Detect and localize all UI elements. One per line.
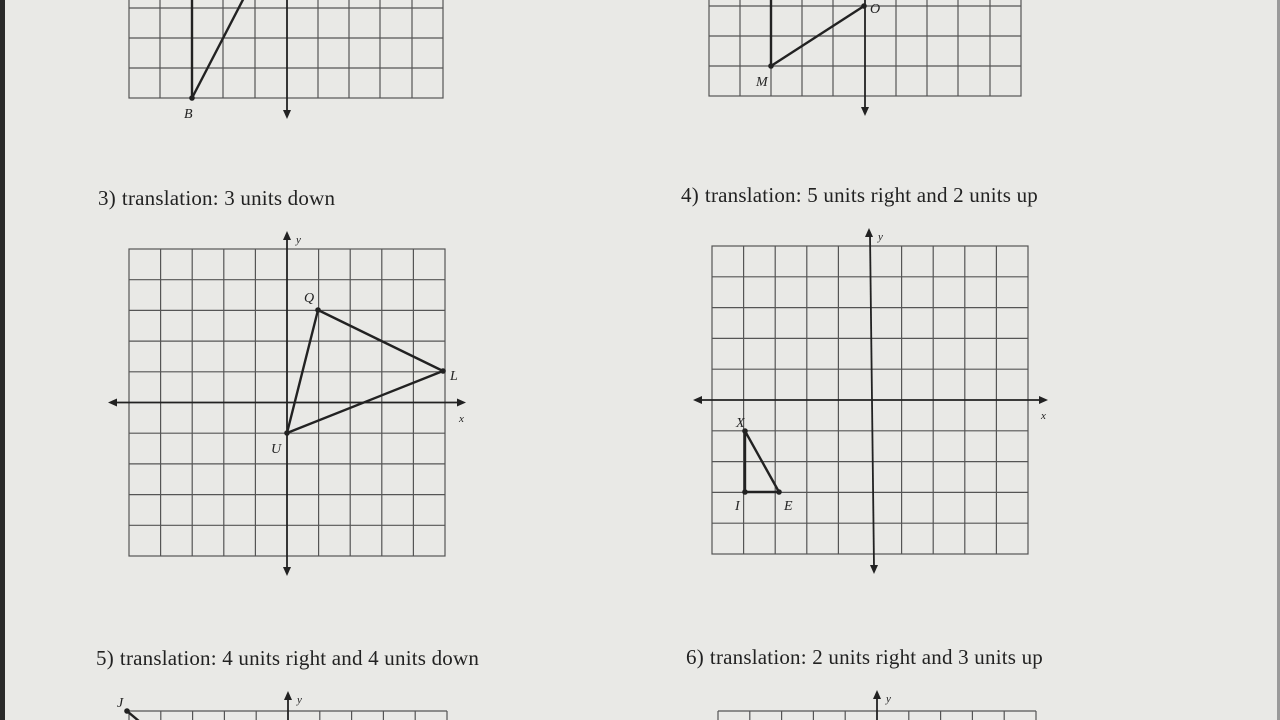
x-axis-label: x [1041, 410, 1046, 422]
axis-arrowhead [861, 107, 869, 116]
vertex-label-x: X [736, 416, 745, 431]
triangle-edges [771, 0, 864, 66]
vertex-label-q: Q [304, 291, 315, 306]
vertex-label-j: J [117, 696, 124, 711]
problem-text: translation: 4 units right and 4 units down [119, 646, 480, 670]
graph-2 [709, 0, 1021, 116]
graph-3 [108, 231, 466, 576]
vertex-label-m: M [756, 75, 768, 90]
vertex-point [315, 307, 321, 313]
vertex-label-l: L [450, 369, 458, 384]
problem-number: 5) [96, 646, 114, 670]
x-axis-arrowhead-left [693, 396, 702, 404]
vertex-point [440, 368, 446, 374]
graph-4 [693, 228, 1048, 574]
problem-text: translation: 3 units down [121, 186, 336, 210]
y-axis-arrowhead-bottom [283, 567, 291, 576]
vertex-label-o: O [870, 2, 881, 17]
triangle-edges [192, 0, 248, 98]
y-axis-arrowhead-top [284, 691, 292, 700]
problem-number: 4) [681, 183, 699, 207]
problem-number: 6) [686, 645, 704, 669]
graph-1 [129, 0, 443, 122]
axes [698, 234, 1043, 567]
axes [113, 236, 461, 570]
vertex-label-u: U [271, 442, 282, 457]
vertex-point [742, 489, 748, 495]
vertex-label-e: E [784, 499, 793, 514]
graph-6 [718, 690, 1036, 720]
y-axis-label: y [886, 693, 891, 705]
vertex-point [284, 430, 290, 436]
y-axis-arrowhead-top [873, 690, 881, 699]
x-axis-arrowhead-right [1039, 396, 1048, 404]
x-axis-arrowhead-left [108, 399, 117, 407]
y-axis-label: y [296, 234, 301, 246]
graph-5 [117, 691, 447, 720]
vertex-point [124, 708, 130, 714]
axis-arrowhead [283, 110, 291, 119]
vertex-point [189, 95, 195, 101]
problem-text: translation: 2 units right and 3 units up [709, 645, 1044, 669]
y-axis-label: y [297, 694, 302, 706]
y-axis-arrowhead-bottom [870, 565, 878, 574]
x-axis-label: x [459, 413, 464, 425]
vertex-point [861, 3, 867, 9]
vertex-point [768, 63, 774, 69]
y-axis-arrowhead-top [865, 228, 873, 237]
vertex-label-b: B [184, 107, 193, 122]
vertex-point [776, 489, 782, 495]
y-axis-label: y [878, 231, 883, 243]
vertex-label-i: I [735, 499, 740, 514]
y-axis-arrowhead-top [283, 231, 291, 240]
x-axis-arrowhead-right [457, 399, 466, 407]
problem-number: 3) [98, 186, 116, 210]
grid [129, 0, 443, 98]
problem-text: translation: 5 units right and 2 units up [704, 183, 1039, 207]
